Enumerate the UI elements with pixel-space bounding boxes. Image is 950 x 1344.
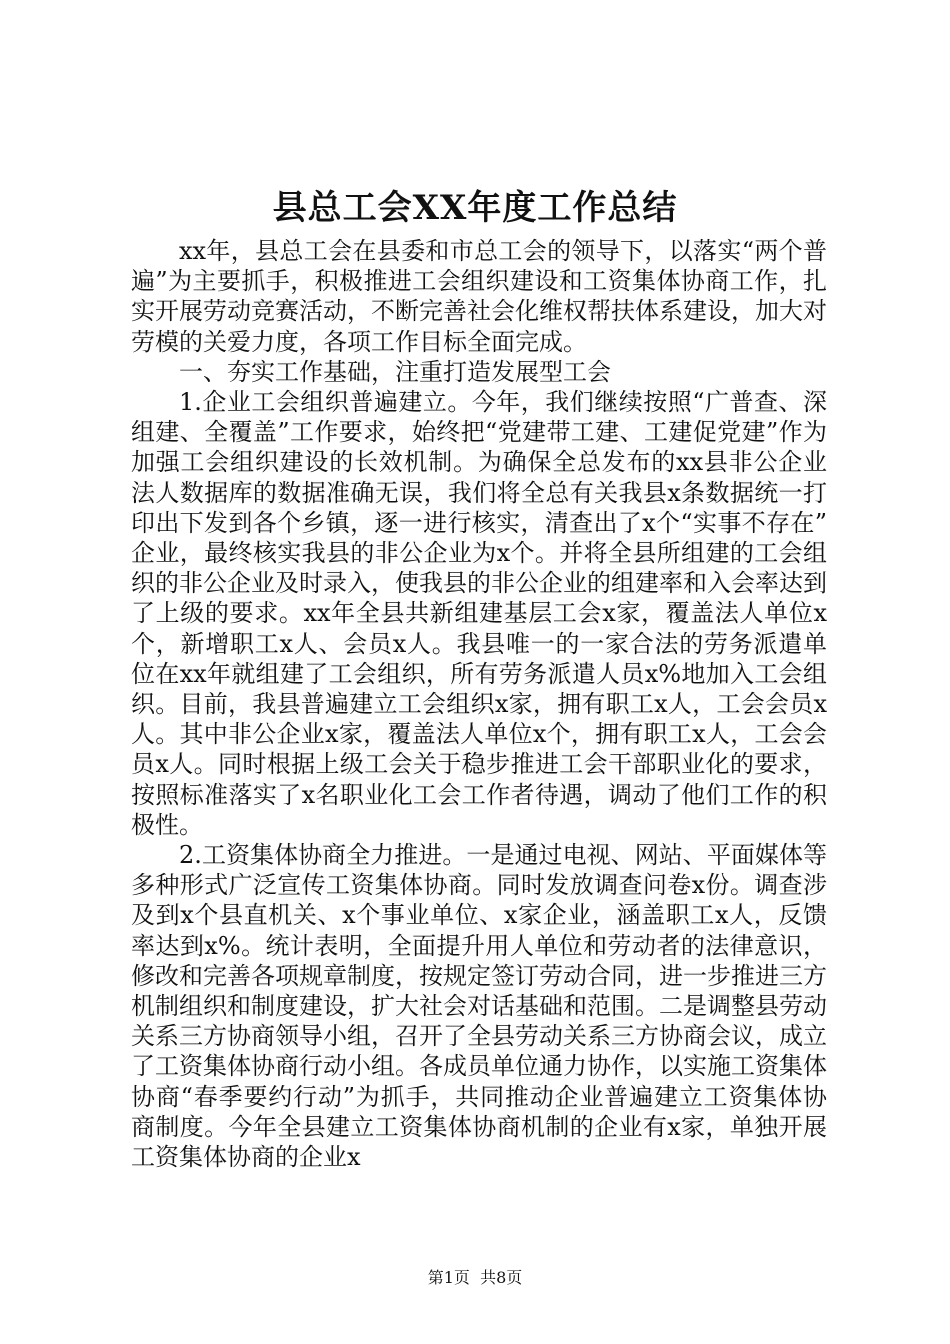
section-heading-1: 一、夯实工作基础，注重打造发展型工会 [179, 357, 611, 386]
paragraph-intro: xx年，县总工会在县委和市总工会的领导下，以落实“两个普遍”为主要抓手，积极推进工会组织建设和工资集体协商工作，扎实开展劳动竞赛活动，不断完善社会化维权帮扶体系建设，加大对劳模的关爱力度，各项工作目标全面完成。 [131, 237, 827, 356]
document-title: 县总工会XX年度工作总结 [272, 188, 678, 228]
document-body [131, 236, 827, 1172]
paragraph-item-2: 2.工资集体协商全力推进。一是通过电视、网站、平面媒体等多种形式广泛宣传工资集体协商。同时发放调查问卷x份。调查涉及到x个县直机关、x个事业单位、x家企业，涵盖职工x人，反馈率达到x%。统计表明，全面提升用人单位和劳动者的法律意识，修改和完善各项规章制度，按规定签订劳动合同，进一步推进三方机制组织和制度建设，扩大社会对话基础和范围。二是调整县劳动关系三方协商领导小组，召开了全县劳动关系三方协商会议，成立了工资集体协商行动小组。各成员单位通力协作，以实施工资集体协商“春季要约行动”为抓手，共同推动企业普遍建立工资集体协商制度。今年全县建立工资集体协商机制的企业有x家，单独开展工资集体协商的企业x [131, 841, 827, 1172]
page-footer: 第1页 共8页 [427, 1268, 523, 1287]
paragraph-item-1: 1.企业工会组织普遍建立。今年，我们继续按照“广普查、深组建、全覆盖”工作要求，始终把“党建带工建、工建促党建”作为加强工会组织建设的长效机制。为确保全总发布的xx县非公企业法人数据库的数据准确无误，我们将全总有关我县x条数据统一打印出下发到各个乡镇，逐一进行核实，清查出了x个“实事不存在”企业，最终核实我县的非公企业为x个。并将全县所组建的工会组织的非公企业及时录入，使我县的非公企业的组建率和入会率达到了上级的要求。xx年全县共新组建基层工会x家，覆盖法人单位x个，新增职工x人、会员x人。我县唯一的一家合法的劳务派遣单位在xx年就组建了工会组织，所有劳务派遣人员x%地加入工会组织。目前，我县普遍建立工会组织x家，拥有职工x人，工会会员x人。其中非公企业x家，覆盖法人单位x个，拥有职工x人，工会会员x人。同时根据上级工会关于稳步推进工会干部职业化的要求，按照标准落实了x名职业化工会工作者待遇，调动了他们工作的积极性。 [131, 388, 827, 839]
